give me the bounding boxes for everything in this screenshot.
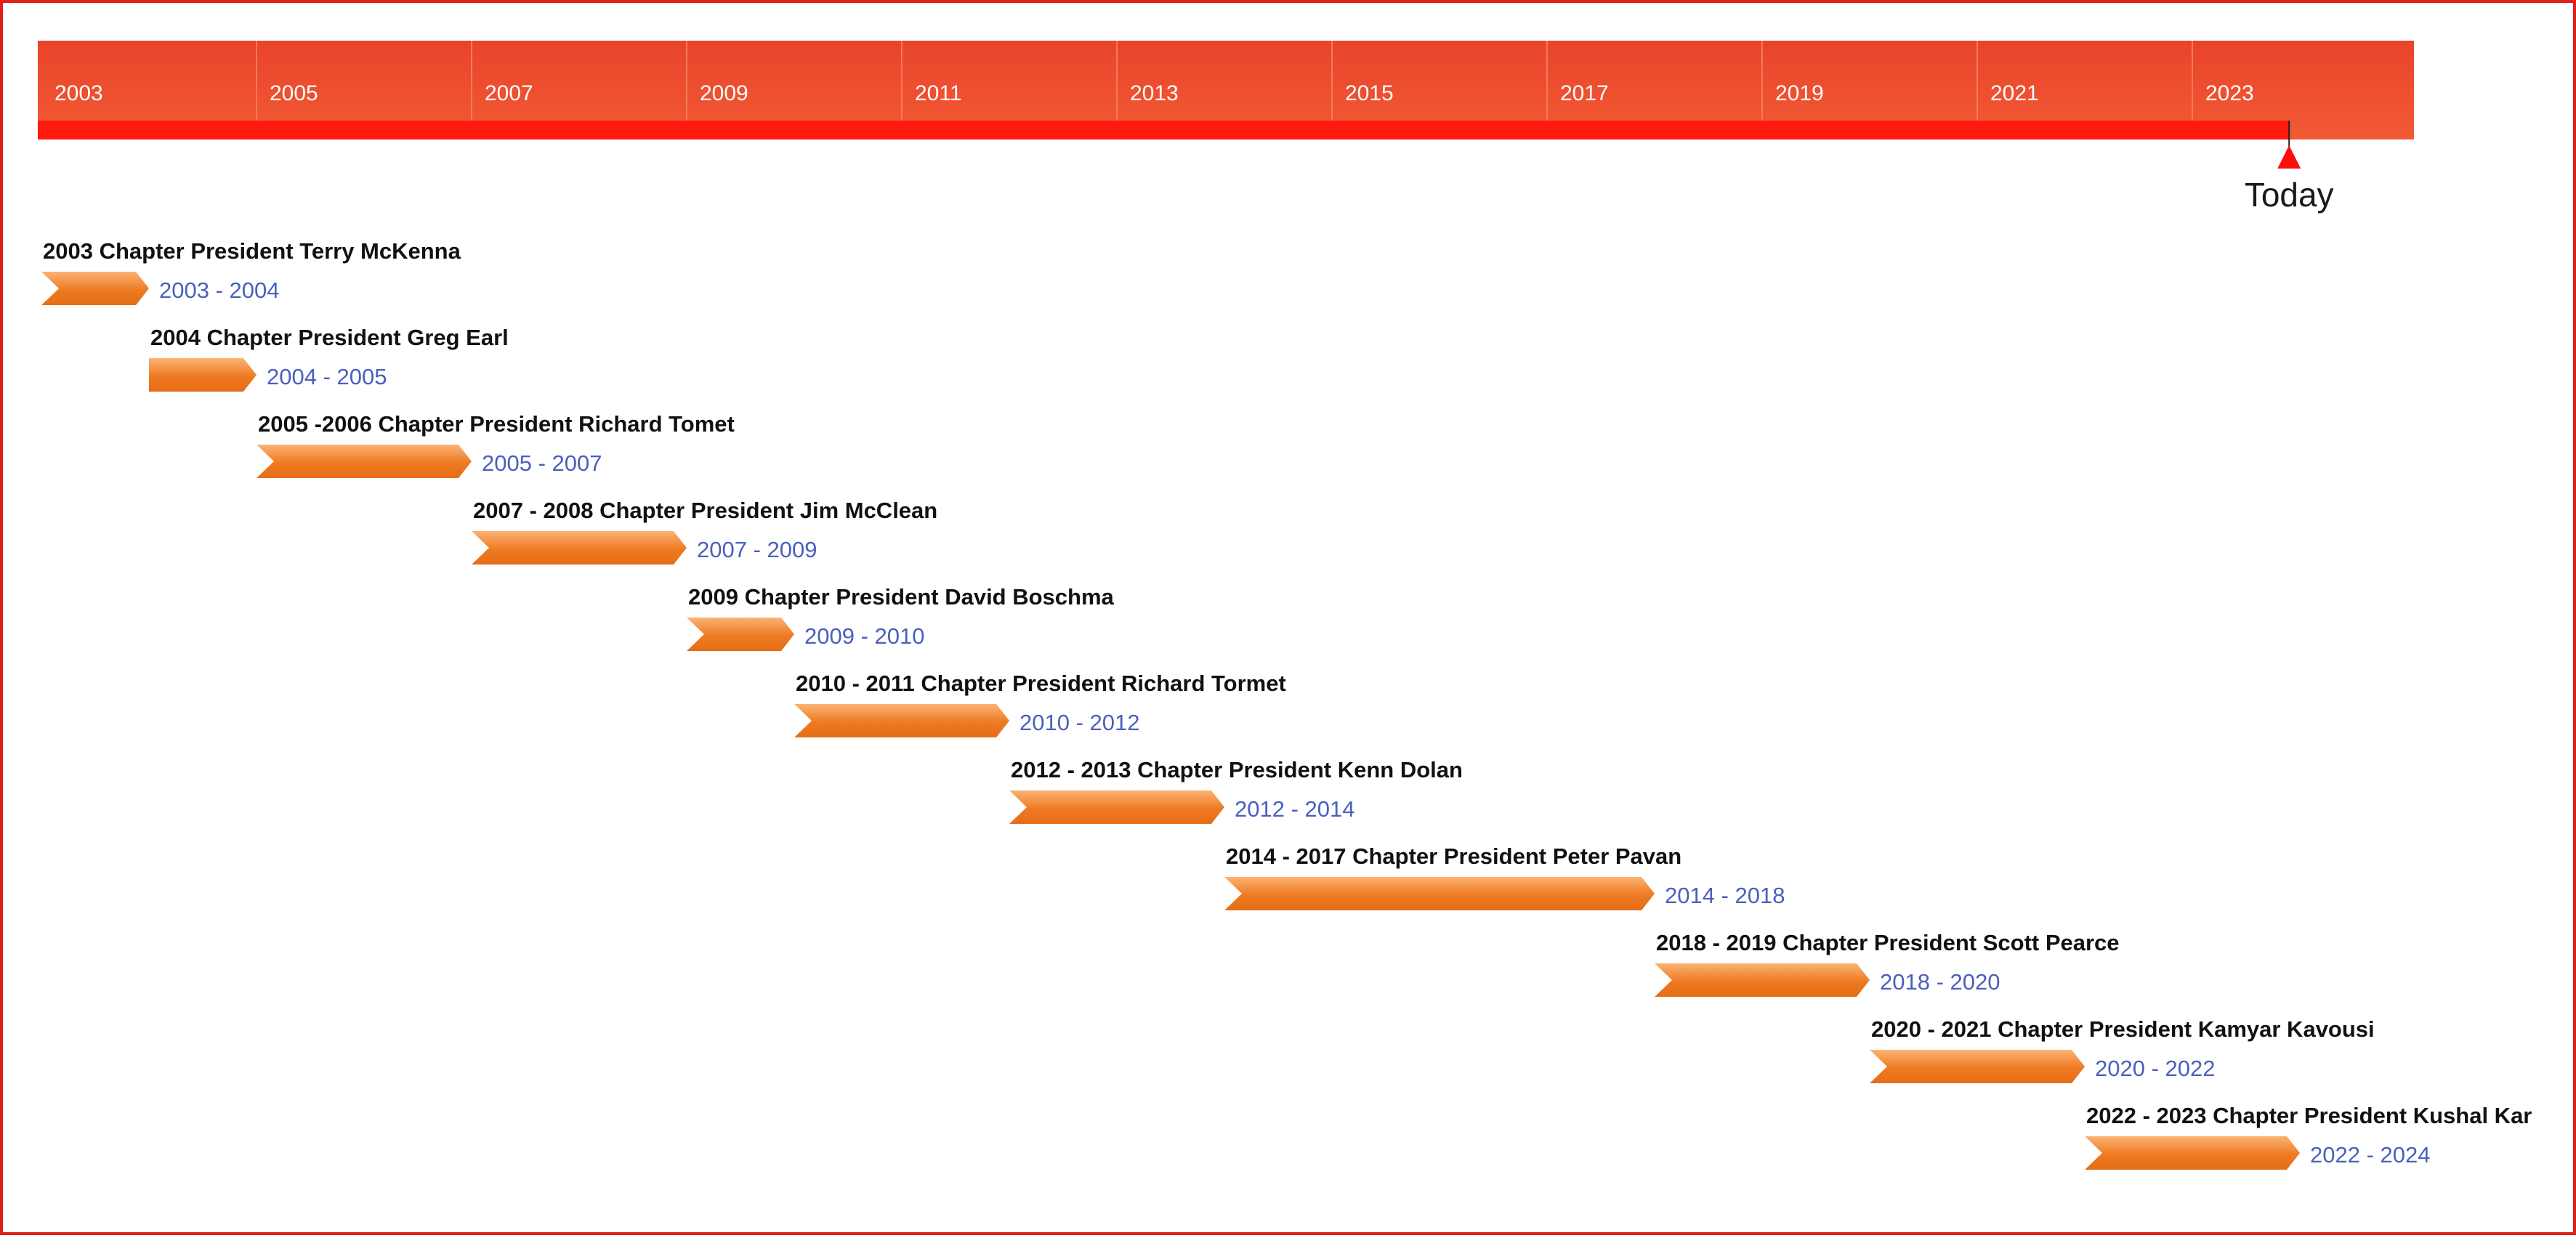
axis-tick-label: 2017 bbox=[1560, 81, 1609, 105]
timeline-event bbox=[1870, 1016, 2375, 1083]
event-bar bbox=[472, 531, 687, 565]
event-dates: 2010 - 2012 bbox=[1020, 710, 1140, 735]
event-bar bbox=[257, 445, 472, 478]
elapsed-time-strip bbox=[38, 121, 2289, 139]
timeline-event bbox=[1655, 930, 2120, 997]
today-marker-icon bbox=[2277, 145, 2301, 169]
timeline-event bbox=[41, 238, 461, 305]
event-bar bbox=[1870, 1050, 2085, 1083]
timeline-event bbox=[2085, 1103, 2532, 1170]
timeline-event bbox=[257, 411, 735, 478]
event-bar bbox=[2085, 1136, 2300, 1170]
axis-tick-label: 2003 bbox=[54, 81, 103, 105]
event-title: 2007 - 2008 Chapter President Jim McClean bbox=[473, 498, 938, 523]
event-title: 2022 - 2023 Chapter President Kushal Kar bbox=[2086, 1103, 2532, 1128]
axis-tick-label: 2013 bbox=[1130, 81, 1179, 105]
event-title: 2004 Chapter President Greg Earl bbox=[150, 325, 509, 350]
event-bar bbox=[149, 358, 257, 392]
axis-tick-label: 2021 bbox=[1990, 81, 2039, 105]
event-bar bbox=[1224, 877, 1655, 910]
timeline-chart bbox=[3, 3, 2576, 1238]
timeline-event bbox=[794, 671, 1286, 737]
event-title: 2010 - 2011 Chapter President Richard Tormet bbox=[796, 671, 1286, 696]
event-dates: 2022 - 2024 bbox=[2310, 1142, 2431, 1168]
axis-tick-label: 2023 bbox=[2205, 81, 2254, 105]
event-dates: 2003 - 2004 bbox=[159, 278, 280, 303]
timeline-event bbox=[1224, 843, 1785, 910]
event-bar bbox=[1009, 790, 1224, 824]
event-dates: 2004 - 2005 bbox=[267, 364, 387, 389]
event-dates: 2020 - 2022 bbox=[2095, 1056, 2216, 1081]
axis-tick-label: 2007 bbox=[485, 81, 533, 105]
event-title: 2003 Chapter President Terry McKenna bbox=[43, 238, 461, 264]
event-bar bbox=[41, 272, 149, 305]
event-dates: 2014 - 2018 bbox=[1665, 883, 1785, 908]
event-bar bbox=[1655, 963, 1870, 997]
event-title: 2012 - 2013 Chapter President Kenn Dolan bbox=[1011, 757, 1463, 782]
event-bar bbox=[687, 618, 794, 651]
event-dates: 2018 - 2020 bbox=[1880, 969, 2000, 995]
event-dates: 2012 - 2014 bbox=[1235, 796, 1355, 822]
axis-tick-label: 2011 bbox=[915, 81, 962, 105]
timeline-event bbox=[687, 584, 1115, 651]
timeline-event bbox=[149, 325, 509, 392]
timeline-header bbox=[38, 41, 2414, 214]
axis-tick-label: 2009 bbox=[700, 81, 748, 105]
event-title: 2009 Chapter President David Boschma bbox=[688, 584, 1114, 610]
event-dates: 2005 - 2007 bbox=[482, 450, 602, 476]
timeline-event bbox=[472, 498, 937, 565]
axis-tick-label: 2015 bbox=[1345, 81, 1394, 105]
event-title: 2014 - 2017 Chapter President Peter Pavan bbox=[1226, 843, 1682, 869]
event-title: 2020 - 2021 Chapter President Kamyar Kavousi bbox=[1871, 1016, 2375, 1042]
event-bar bbox=[794, 704, 1009, 737]
axis-tick-label: 2005 bbox=[270, 81, 318, 105]
axis-tick-label: 2019 bbox=[1775, 81, 1824, 105]
event-dates: 2009 - 2010 bbox=[804, 623, 925, 649]
timeline-event bbox=[1009, 757, 1463, 824]
timeline-events bbox=[41, 238, 2532, 1170]
event-title: 2018 - 2019 Chapter President Scott Pearce bbox=[1656, 930, 2120, 955]
event-title: 2005 -2006 Chapter President Richard Tomet bbox=[258, 411, 735, 437]
today-label: Today bbox=[2244, 176, 2334, 214]
event-dates: 2007 - 2009 bbox=[697, 537, 817, 562]
